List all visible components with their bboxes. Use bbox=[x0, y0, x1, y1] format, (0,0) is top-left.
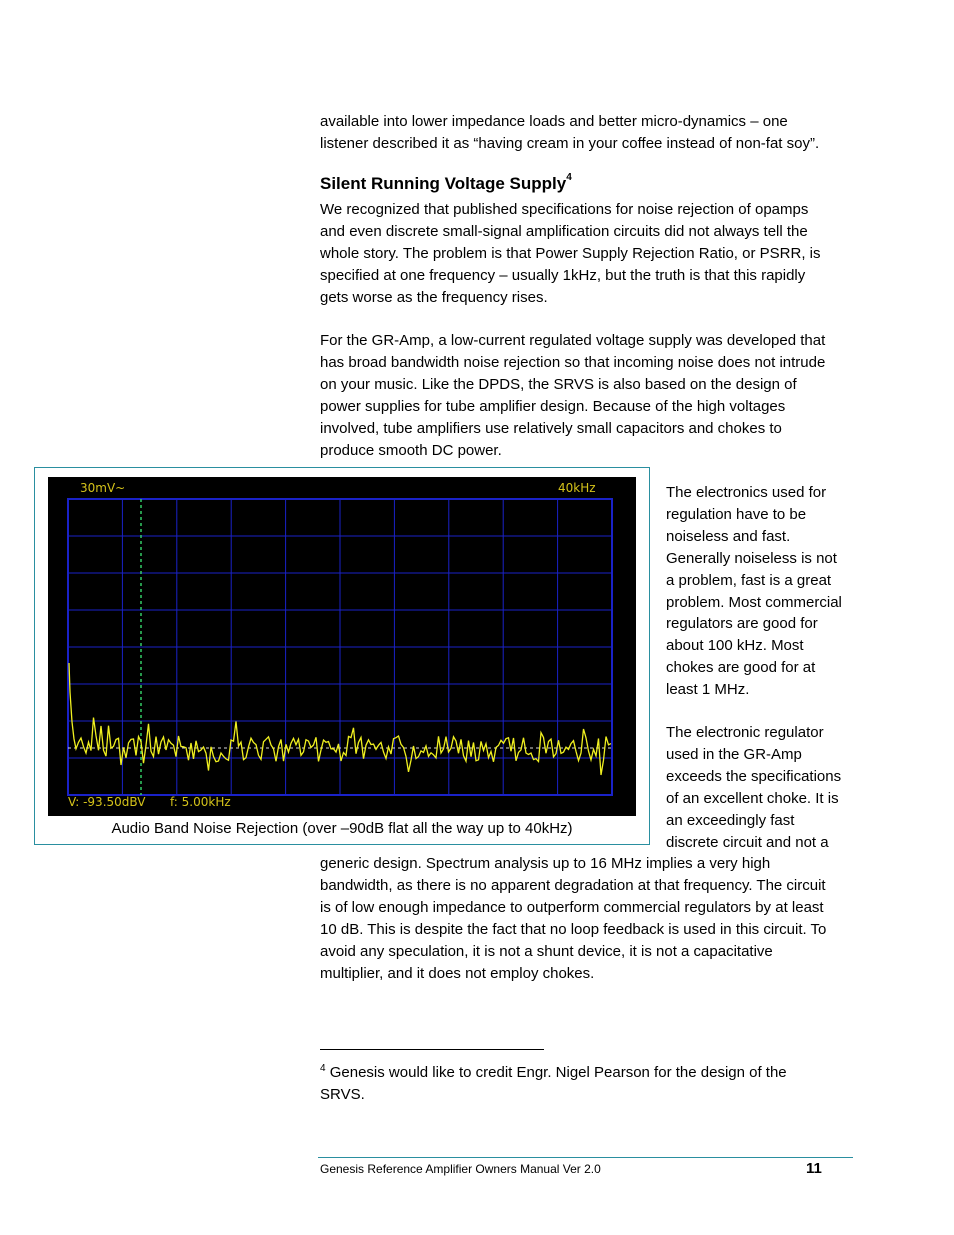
text-line: chokes are good for at bbox=[666, 659, 816, 677]
text-line: 10 dB. This is despite the fact that no loop feedback is used in this circuit. To bbox=[320, 920, 827, 938]
text-line: is of low enough impedance to outperform commercial regulators by at least bbox=[320, 898, 824, 916]
side-paragraph-regulator bbox=[666, 722, 856, 853]
text-line: listener described it as “having cream in your coffee instead of non-fat soy”. bbox=[320, 134, 820, 152]
footer-title: Genesis Reference Amplifier Owners Manual Ver 2.0 bbox=[320, 1162, 601, 1176]
text-line: The electronics used for bbox=[666, 484, 827, 501]
spectrum-analyzer-screenshot bbox=[48, 477, 636, 816]
text-line: For the GR-Amp, a low-current regulated voltage supply was developed that bbox=[320, 332, 826, 349]
text-line: least 1 MHz. bbox=[666, 681, 750, 699]
text-line: whole story. The problem is that Power Supply Rejection Ratio, or PSRR, is bbox=[320, 244, 821, 262]
text-line: on your music. Like the DPDS, the SRVS is also based on the design of bbox=[320, 375, 797, 393]
footnote bbox=[320, 1058, 840, 1106]
footnote-rule bbox=[320, 1049, 544, 1050]
scope-level-readout: V: -93.50dBV bbox=[68, 795, 146, 809]
text-line: available into lower impedance loads and better micro-dynamics – one bbox=[320, 113, 788, 130]
text-line: We recognized that published specifications for noise rejection of opamps bbox=[320, 201, 809, 218]
footnote-text-cont: SRVS. bbox=[320, 1085, 365, 1103]
text-line: an exceedingly fast bbox=[666, 811, 795, 829]
text-line: The electronic regulator bbox=[666, 724, 824, 741]
text-line: generic design. Spectrum analysis up to 16 MHz implies a very high bbox=[320, 855, 771, 872]
page-number: 11 bbox=[806, 1160, 822, 1177]
footer-rule bbox=[318, 1157, 853, 1158]
scope-frequency-readout: f: 5.00kHz bbox=[170, 795, 231, 809]
paragraph-gr-amp bbox=[320, 330, 860, 461]
section-title: Silent Running Voltage Supply bbox=[320, 174, 567, 193]
text-line: a problem, fast is a great bbox=[666, 571, 832, 589]
text-line: avoid any speculation, it is not a shunt device, it is not a capacitative bbox=[320, 942, 773, 960]
text-line: multiplier, and it does not employ chokes. bbox=[320, 964, 595, 982]
text-line: has broad bandwidth noise rejection so that incoming noise does not intrude bbox=[320, 353, 826, 371]
text-line: involved, tube amplifiers use relatively small capacitors and chokes to bbox=[320, 419, 782, 437]
text-line: and even discrete small-signal amplification circuits did not always tell the bbox=[320, 222, 808, 240]
side-paragraph-regulation bbox=[666, 482, 856, 701]
footnote-ref[interactable]: 4 bbox=[566, 172, 572, 183]
paragraph-spectrum bbox=[320, 853, 860, 984]
footnote-text: Genesis would like to credit Engr. Nigel Pearson for the design of the bbox=[325, 1064, 787, 1081]
text-line: regulation have to be bbox=[666, 505, 807, 523]
text-line: about 100 kHz. Most bbox=[666, 637, 804, 655]
text-line: regulators are good for bbox=[666, 615, 818, 633]
text-line: Generally noiseless is not bbox=[666, 549, 837, 567]
paragraph-psrr bbox=[320, 199, 860, 309]
text-line: produce smooth DC power. bbox=[320, 441, 502, 459]
text-line: noiseless and fast. bbox=[666, 527, 791, 545]
text-line: of an excellent choke. It is bbox=[666, 789, 839, 807]
text-line: power supplies for tube amplifier design. Because of the high voltages bbox=[320, 397, 786, 415]
text-line: gets worse as the frequency rises. bbox=[320, 288, 548, 306]
text-line: used in the GR-Amp bbox=[666, 745, 802, 763]
text-line: bandwidth, as there is no apparent degradation at that frequency. The circuit bbox=[320, 876, 826, 894]
scope-span-label: 40kHz bbox=[558, 481, 596, 495]
intro-paragraph bbox=[320, 111, 860, 155]
text-line: problem. Most commercial bbox=[666, 593, 842, 611]
text-line: specified at one frequency – usually 1kHz, but the truth is that this rapidly bbox=[320, 266, 806, 284]
section-heading bbox=[320, 174, 572, 194]
scope-scale-label: 30mV~ bbox=[80, 481, 126, 495]
text-line: exceeds the specifications bbox=[666, 767, 842, 785]
figure-caption: Audio Band Noise Rejection (over –90dB flat all the way up to 40kHz) bbox=[111, 820, 573, 837]
footnote-number: 4 bbox=[320, 1063, 326, 1074]
text-line: discrete circuit and not a bbox=[666, 833, 829, 851]
